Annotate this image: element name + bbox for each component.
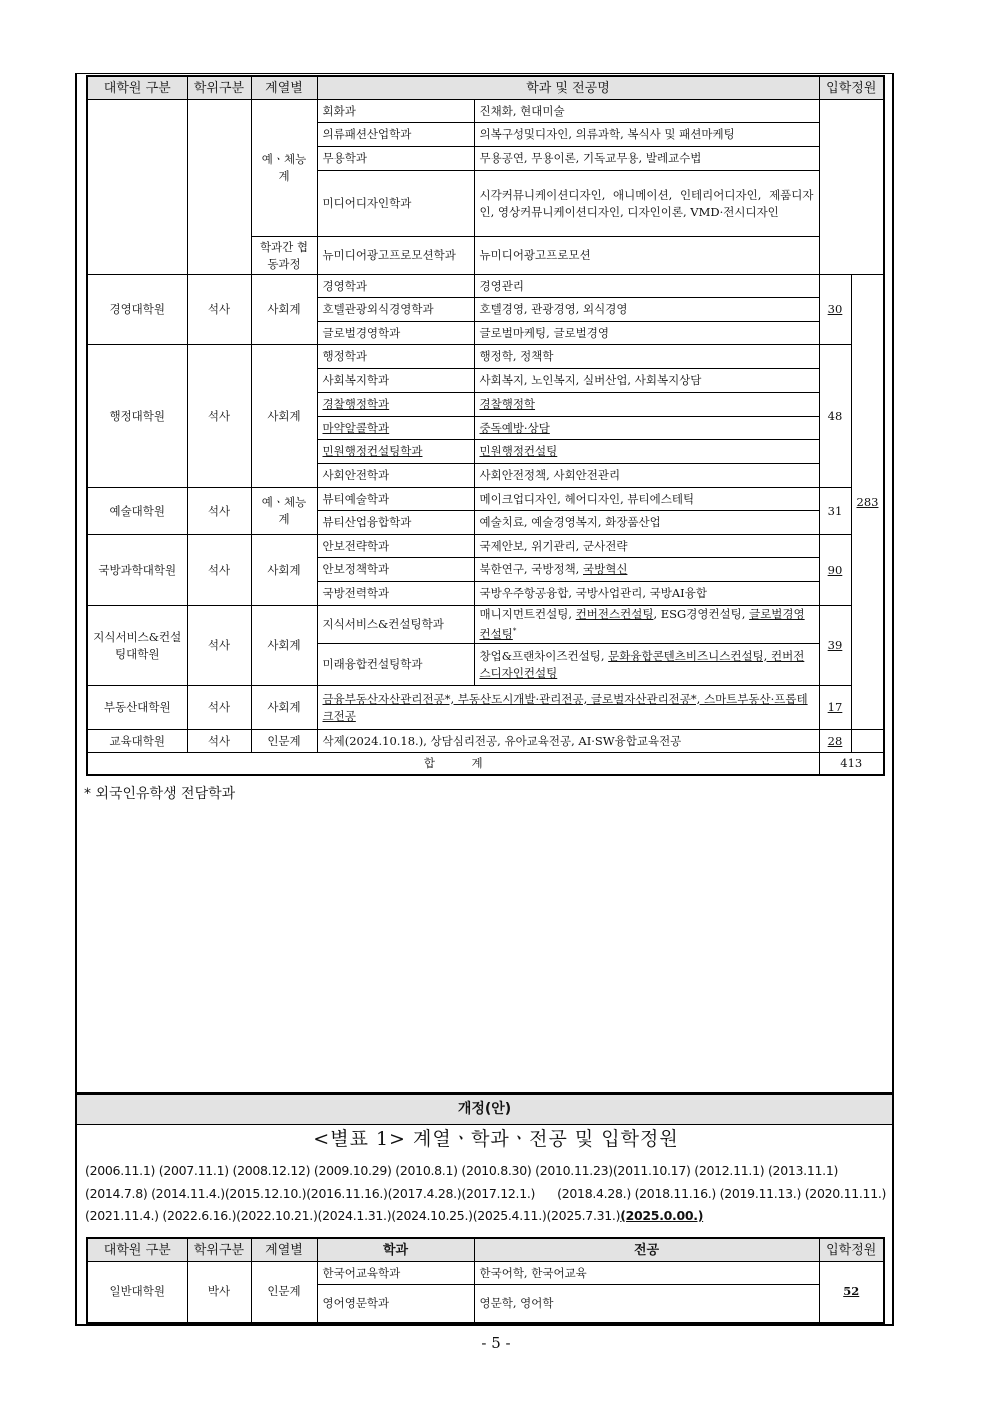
history-line — [85, 1205, 895, 1228]
majors-cell: 영문학, 영어학 — [474, 1285, 819, 1323]
majors-new-text: 컨버전스컨설팅 — [575, 607, 654, 622]
dept-cell: 뷰티예술학과 — [317, 488, 474, 511]
degree-cell — [187, 100, 251, 275]
table-header-row — [87, 76, 884, 100]
history-dates: (2021.11.4.) (2022.6.16.)(2022.10.21.)(2024.1.31.)(2024.10.25.)(2025.4.11.)(2025.7.31.) — [85, 1208, 621, 1223]
table-row — [87, 345, 884, 369]
majors-cell: 진채화, 현대미술 — [474, 100, 819, 123]
series-cell: 사회계 — [251, 686, 317, 730]
history-line: (2014.7.8) (2014.11.4.)(2015.12.10.)(2016.11.16.)(2017.4.28.)(2017.12.1.) (2018.4.28.) (2018.11.16.) (2019.11.13.) (2020.11.11.) — [85, 1185, 887, 1201]
majors-cell: 삭제(2024.10.18.), 상담심리전공, 유아교육전공, AI·SW융합교육전공 — [317, 730, 819, 753]
school-cell: 일반대학원 — [87, 1262, 187, 1323]
dept-cell: 미디어디자인학과 — [317, 171, 474, 237]
dept-cell: 안보정책학과 — [317, 558, 474, 582]
dept-cell: 사회복지학과 — [317, 369, 474, 393]
degree-cell: 석사 — [187, 275, 251, 345]
school-cell: 부동산대학원 — [87, 686, 187, 730]
header-dept-major: 학과 및 전공명 — [317, 76, 819, 100]
foreign-student-mark: * — [512, 627, 517, 636]
school-cell: 행정대학원 — [87, 345, 187, 488]
majors-cell: 국제안보, 위기관리, 군사전략 — [474, 535, 819, 558]
header-dept: 학과 — [317, 1238, 474, 1262]
quota-cell: 30 — [819, 275, 851, 345]
table-row — [87, 1262, 884, 1285]
footnote: * 외국인유학생 전담학과 — [84, 786, 236, 802]
majors-cell: 경찰행정학 — [474, 393, 819, 417]
majors-text: 매니지먼트컨설팅, — [479, 607, 576, 622]
school-cell: 국방과학대학원 — [87, 535, 187, 606]
majors-cell: 글로벌마케팅, 글로벌경영 — [474, 322, 819, 345]
header-degree: 학위구분 — [187, 76, 251, 100]
dept-cell: 영어영문학과 — [317, 1285, 474, 1323]
quota-cell: 31 — [819, 488, 851, 535]
majors-cell: 의복구성및디자인, 의류과학, 복식사 및 패션마케팅 — [474, 123, 819, 147]
majors-cell: 민원행정컨설팅 — [474, 440, 819, 464]
series-cell: 학과간 협동과정 — [251, 237, 317, 275]
degree-cell: 석사 — [187, 686, 251, 730]
dept-cell: 지식서비스&컨설팅학과 — [317, 606, 474, 644]
degree-cell: 석사 — [187, 730, 251, 753]
majors-text: , ESG경영컨설팅, — [653, 607, 750, 622]
quota-cell: 39 — [819, 606, 851, 686]
series-cell: 인문계 — [251, 1262, 317, 1323]
dept-cell: 회화과 — [317, 100, 474, 123]
majors-cell: 뉴미디어광고프로모션 — [474, 237, 819, 275]
header-degree: 학위구분 — [187, 1238, 251, 1262]
dept-cell: 경찰행정학과 — [317, 393, 474, 417]
series-cell: 사회계 — [251, 275, 317, 345]
school-cell: 지식서비스&컨설팅대학원 — [87, 606, 187, 686]
degree-cell: 석사 — [187, 535, 251, 606]
degree-cell: 박사 — [187, 1262, 251, 1323]
series-cell: 사회계 — [251, 345, 317, 488]
total-value: 413 — [819, 753, 884, 775]
degree-cell: 석사 — [187, 345, 251, 488]
quota-cell: 48 — [819, 345, 851, 488]
majors-cell: 호텔경영, 관광경영, 외식경영 — [474, 298, 819, 322]
revision-header: 개정(안) — [77, 1092, 892, 1125]
header-school: 대학원 구분 — [87, 76, 187, 100]
table-row — [87, 686, 884, 730]
majors-cell: 예술치료, 예술경영복지, 화장품산업 — [474, 511, 819, 535]
table-row — [87, 535, 884, 558]
quota-cell: 52 — [819, 1262, 884, 1323]
header-quota: 입학정원 — [819, 1238, 884, 1262]
dept-cell: 한국어교육학과 — [317, 1262, 474, 1285]
header-school: 대학원 구분 — [87, 1238, 187, 1262]
dept-cell: 행정학과 — [317, 345, 474, 369]
quota-table-revised — [86, 1237, 885, 1324]
header-quota: 입학정원 — [819, 76, 884, 100]
subtotal-cell: 283 — [851, 275, 884, 730]
header-major: 전공 — [474, 1238, 819, 1262]
majors-text: 북한연구, 국방정책, — [479, 562, 583, 576]
school-cell: 교육대학원 — [87, 730, 187, 753]
majors-cell: 메이크업디자인, 헤어디자인, 뷰티에스테틱 — [474, 488, 819, 511]
quota-table-current — [86, 75, 885, 776]
quota-cell: 17 — [819, 686, 851, 730]
table-row — [87, 730, 884, 753]
series-cell: 예ㆍ체능계 — [251, 100, 317, 237]
revision-history — [85, 1160, 895, 1228]
table-row — [87, 100, 884, 123]
series-cell: 인문계 — [251, 730, 317, 753]
dept-cell: 뉴미디어광고프로모션학과 — [317, 237, 474, 275]
table-row — [87, 275, 884, 298]
total-label: 합 계 — [87, 753, 819, 775]
majors-cell: 사회복지, 노인복지, 실버산업, 사회복지상담 — [474, 369, 819, 393]
dept-cell: 안보전략학과 — [317, 535, 474, 558]
quota-cell: 90 — [819, 535, 851, 606]
header-series: 계열별 — [251, 1238, 317, 1262]
majors-cell — [474, 606, 819, 644]
majors-cell: 한국어학, 한국어교육 — [474, 1262, 819, 1285]
dept-cell: 호텔관광외식경영학과 — [317, 298, 474, 322]
majors-cell — [474, 558, 819, 582]
school-cell — [87, 100, 187, 275]
series-cell: 사회계 — [251, 535, 317, 606]
dept-cell: 국방전력학과 — [317, 582, 474, 606]
header-series: 계열별 — [251, 76, 317, 100]
majors-cell — [474, 644, 819, 686]
history-new-date: (2025.0.00.) — [620, 1208, 704, 1223]
majors-cell: 무용공연, 무용이론, 기독교무용, 발레교수법 — [474, 147, 819, 171]
dept-cell: 의류패션산업학과 — [317, 123, 474, 147]
majors-cell: 중독예방·상담 — [474, 417, 819, 440]
quota-cell: 28 — [819, 730, 851, 753]
majors-cell: 금융부동산자산관리전공*, 부동산도시개발·관리전공, 글로벌자산관리전공*, 스마트부동산·프롭테크전공 — [317, 686, 819, 730]
degree-cell: 석사 — [187, 606, 251, 686]
majors-text: 창업&프랜차이즈컨설팅, — [479, 648, 609, 663]
dept-cell: 뷰티산업융합학과 — [317, 511, 474, 535]
dept-cell: 사회안전학과 — [317, 464, 474, 488]
total-row — [87, 753, 884, 775]
majors-cell: 시각커뮤니케이션디자인, 애니메이션, 인테리어디자인, 제품디자인, 영상커뮤니케이션디자인, 디자인이론, VMD·전시디자인 — [474, 171, 819, 237]
series-cell: 사회계 — [251, 606, 317, 686]
dept-cell: 마약알콜학과 — [317, 417, 474, 440]
majors-cell: 행정학, 정책학 — [474, 345, 819, 369]
majors-cell: 경영관리 — [474, 275, 819, 298]
quota-cell — [819, 100, 884, 275]
dept-cell: 글로벌경영학과 — [317, 322, 474, 345]
majors-new-text: 글로벌경영컨설팅 — [479, 607, 805, 641]
majors-cell: 사회안전정책, 사회안전관리 — [474, 464, 819, 488]
majors-new-text: 국방혁신 — [583, 562, 628, 576]
table-row — [87, 488, 884, 511]
page-number: - 5 - — [481, 1334, 511, 1352]
school-cell: 예술대학원 — [87, 488, 187, 535]
table-header-row — [87, 1238, 884, 1262]
degree-cell: 석사 — [187, 488, 251, 535]
series-cell: 예ㆍ체능계 — [251, 488, 317, 535]
dept-cell: 무용학과 — [317, 147, 474, 171]
dept-cell: 경영학과 — [317, 275, 474, 298]
dept-cell: 민원행정컨설팅학과 — [317, 440, 474, 464]
majors-cell: 국방우주항공융합, 국방사업관리, 국방AI융합 — [474, 582, 819, 606]
school-cell: 경영대학원 — [87, 275, 187, 345]
dept-cell: 미래융합컨설팅학과 — [317, 644, 474, 686]
majors-new-text: 문화융합콘텐츠비즈니스컨설팅, 컨버전스디자인컨설팅 — [479, 648, 805, 680]
history-line: (2006.11.1) (2007.11.1) (2008.12.12) (2009.10.29) (2010.8.1) (2010.8.30) (2010.11.23)(2011.10.17) (2012.11.1) (2013.11.1) — [85, 1163, 839, 1178]
appendix-title: <별표 1> 계열ㆍ학과ㆍ전공 및 입학정원 — [313, 1128, 679, 1150]
table-row — [87, 606, 884, 644]
